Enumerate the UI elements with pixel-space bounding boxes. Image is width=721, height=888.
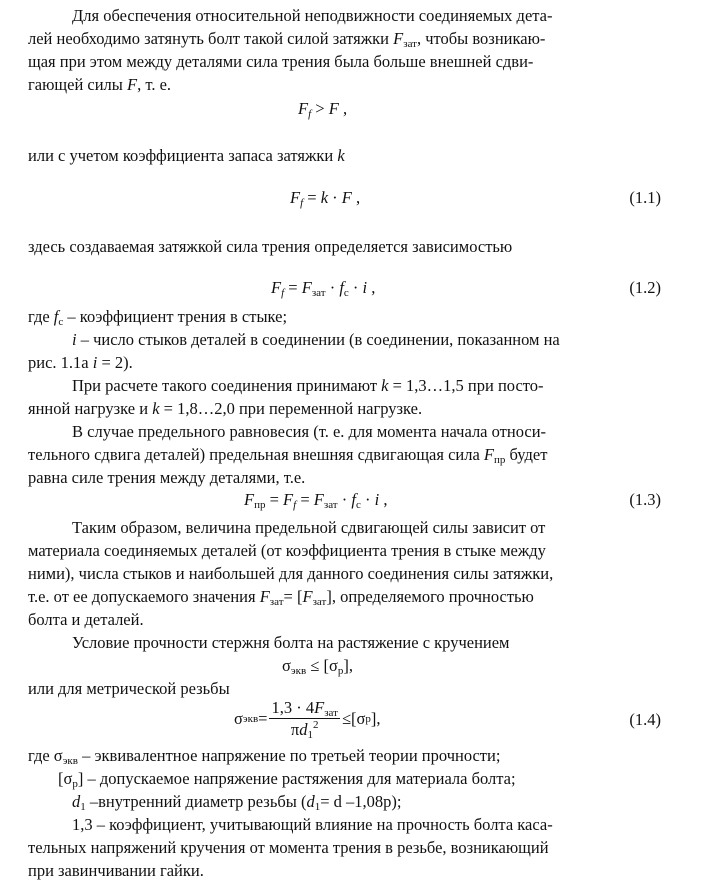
fraction-numerator: $1,3 \cdot 4F_{зат}$ <box>271 697 338 719</box>
definition-allowable-stress: $[\sigma_р]$ – допускаемое напряжение растяжения для материала болта; <box>58 769 516 790</box>
equation-1-2: $F_f = F_{зат} \cdot f_с \cdot i$ , <box>271 278 376 299</box>
definition-equivalent-stress: где $\sigma_{экв}$ – эквивалентное напряжение по третьей теории прочности; <box>28 746 501 767</box>
fraction-denominator: $\pi d_1^2$ <box>290 718 319 741</box>
equation-number-1-1: (1.1) <box>629 188 661 207</box>
paragraph-friction-dependence: здесь создаваемая затяжкой сила трения определяется зависимостью <box>28 237 513 256</box>
paragraph-conclusion-line2: материала соединяемых деталей (от коэффициента трения в стыке между <box>28 541 546 560</box>
paragraph-tightening-line4: гающей силы F, т. е. <box>28 75 172 94</box>
fraction <box>269 698 339 741</box>
equation-number-1-3: (1.3) <box>629 490 661 509</box>
paragraph-limit-equilibrium-line3: равна силе трения между деталями, т.е. <box>28 468 306 487</box>
definition-joint-count: i – число стыков деталей в соединении (в соединении, показанном на <box>72 330 560 349</box>
equation-1-3: $F_{пр} = F_f = F_{зат} \cdot f_с \cdot i$ , <box>244 490 388 511</box>
definition-friction-coefficient: где $f_с$ – коэффициент трения в стыке; <box>28 307 288 328</box>
equation-1-4: σ экв = $\frac{1,3 \cdot 4F_{зат}}{\pi d_1^2}$ ≤[σ р ], <box>234 697 381 741</box>
paragraph-limit-equilibrium-line2: тельного сдвига деталей) предельная внешняя сдвигающая сила $F_{пр}$ будет <box>28 445 548 466</box>
paragraph-conclusion-line5: болта и деталей. <box>28 610 144 629</box>
paragraph-tightening-intro: Для обеспечения относительной неподвижности соединяемых дета- <box>72 6 553 25</box>
paragraph-conclusion: Таким образом, величина предельной сдвигающей силы зависит от <box>72 518 546 537</box>
definition-coefficient-1-3: 1,3 – коэффициент, учитывающий влияние на прочность болта каса- <box>72 815 553 834</box>
paragraph-k-values: При расчете такого соединения принимают k = 1,3…1,5 при посто- <box>72 376 544 395</box>
paragraph-limit-equilibrium: В случае предельного равновесия (т. е. для момента начала относи- <box>72 422 547 441</box>
definition-joint-count-line2: рис. 1.1а i = 2). <box>28 353 133 372</box>
paragraph-tightening-line3: щая при этом между деталями сила трения была больше внешней сдви- <box>28 52 534 71</box>
definition-inner-diameter: $d_1$ –внутренний диаметр резьбы ($d_1= d$ –1,08p); <box>72 792 402 813</box>
inequality-strength: $\sigma_{экв} \le [\sigma_р]$, <box>282 656 353 677</box>
paragraph-k-values-line2: янной нагрузке и k = 1,8…2,0 при переменной нагрузке. <box>28 399 423 418</box>
equation-1-1: $F_f = k \cdot F$ , <box>290 188 361 209</box>
paragraph-tightening-line2: лей необходимо затянуть болт такой силой затяжки $F_{зат}$, чтобы возникаю- <box>28 29 546 50</box>
paragraph-metric-thread: или для метрической резьбы <box>28 679 230 698</box>
definition-coefficient-1-3-line3: при завинчивании гайки. <box>28 861 204 880</box>
equation-number-1-4: (1.4) <box>629 710 661 729</box>
inequality-friction-force: $F_f > F$ , <box>298 99 348 120</box>
paragraph-safety-factor: или с учетом коэффициента запаса затяжки k <box>28 146 345 165</box>
paragraph-conclusion-line4: т.е. от ее допускаемого значения $F_{зат}= [F_{зат}]$, определяемого прочностью <box>28 587 534 608</box>
paragraph-strength-condition: Условие прочности стержня болта на растяжение с кручением <box>72 633 510 652</box>
definition-coefficient-1-3-line2: тельных напряжений кручения от момента трения в резьбе, возникающий <box>28 838 549 857</box>
equation-number-1-2: (1.2) <box>629 278 661 297</box>
paragraph-conclusion-line3: ними), числа стыков и наибольшей для данного соединения силы затяжки, <box>28 564 554 583</box>
